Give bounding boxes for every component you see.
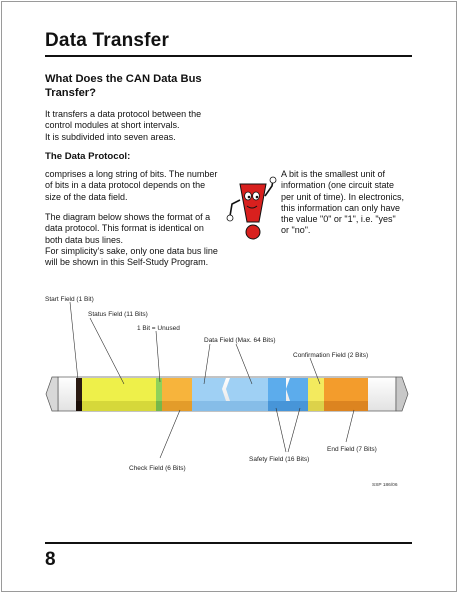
diagram-line: will be shown in this Self-Study Program. <box>45 257 209 268</box>
unused-bit-segment <box>156 378 162 401</box>
safety-field-label: Safety Field (16 Bits) <box>249 456 310 463</box>
status-field-segment <box>82 378 156 401</box>
figure-reference: SSP 186/06 <box>372 483 398 488</box>
start-field-segment <box>76 378 82 401</box>
exclamation-mascot-icon <box>226 176 280 246</box>
diagram-line: For simplicity’s sake, only one data bus line <box>45 245 218 256</box>
bit-note <box>281 169 421 237</box>
data-field-label: Data Field (Max. 64 Bits) <box>204 337 276 344</box>
confirmation-field-shade <box>308 401 324 411</box>
intro-line: It transfers a data protocol between the <box>45 109 202 119</box>
diagram-line: data protocol. This format is identical on <box>45 223 204 234</box>
section-heading: What Does the CAN Data Bus Transfer? <box>45 73 202 99</box>
confirmation-field-label: Confirmation Field (2 Bits) <box>293 352 369 359</box>
safety-field-segment <box>268 378 286 401</box>
note-line: per unit of time). In electronics, <box>281 191 405 202</box>
protocol-line: of bits in a data protocol depends on the <box>45 180 206 191</box>
bus-left-end <box>46 377 58 411</box>
note-line: or "no". <box>281 225 311 236</box>
check-field-segment <box>162 378 192 401</box>
diagram-line: The diagram below shows the format of a <box>45 212 211 222</box>
page-number: 8 <box>45 549 56 570</box>
unused-bit-label: 1 Bit = Unused <box>137 325 180 332</box>
diagram-line: both data bus lines. <box>45 234 124 245</box>
note-line: A bit is the smallest unit of <box>281 169 386 179</box>
end-field-label: End Field (7 Bits) <box>327 446 377 453</box>
check-field-shade <box>162 401 192 411</box>
protocol-line: comprises a long string of bits. The number <box>45 169 218 179</box>
safety-field-shade <box>268 401 308 411</box>
note-line: information (one circuit state <box>281 180 395 191</box>
protocol-paragraph <box>45 169 230 203</box>
data-field-segment <box>226 378 268 401</box>
start-field-label: Start Field (1 Bit) <box>45 296 94 303</box>
diagram-paragraph <box>45 212 230 268</box>
unused-bit-shade <box>156 401 162 411</box>
data-field-shade <box>192 401 268 411</box>
end-field-shade <box>324 401 368 411</box>
check-field-label: Check Field (6 Bits) <box>129 465 186 472</box>
status-field-label: Status Field (11 Bits) <box>88 311 148 318</box>
data-protocol-diagram <box>0 280 460 480</box>
page-title: Data Transfer <box>45 30 170 51</box>
title-rule <box>45 55 412 57</box>
protocol-subheading: The Data Protocol: <box>45 151 131 162</box>
bus-right-end <box>396 377 408 411</box>
status-field-shade <box>82 401 156 411</box>
intro-paragraph <box>45 109 230 143</box>
end-field-segment <box>324 378 368 401</box>
intro-line: control modules at short intervals. <box>45 120 180 131</box>
start-field-shade <box>76 401 82 411</box>
safety-field-segment <box>286 378 308 401</box>
protocol-line: size of the data field. <box>45 191 128 202</box>
confirmation-field-segment <box>308 378 324 401</box>
footer-rule <box>45 542 412 544</box>
note-line: this information can only have <box>281 202 401 213</box>
intro-line: It is subdivided into seven areas. <box>45 131 176 142</box>
note-line: the value "0" or "1", i.e. "yes" <box>281 214 396 225</box>
data-field-segment <box>192 378 226 401</box>
